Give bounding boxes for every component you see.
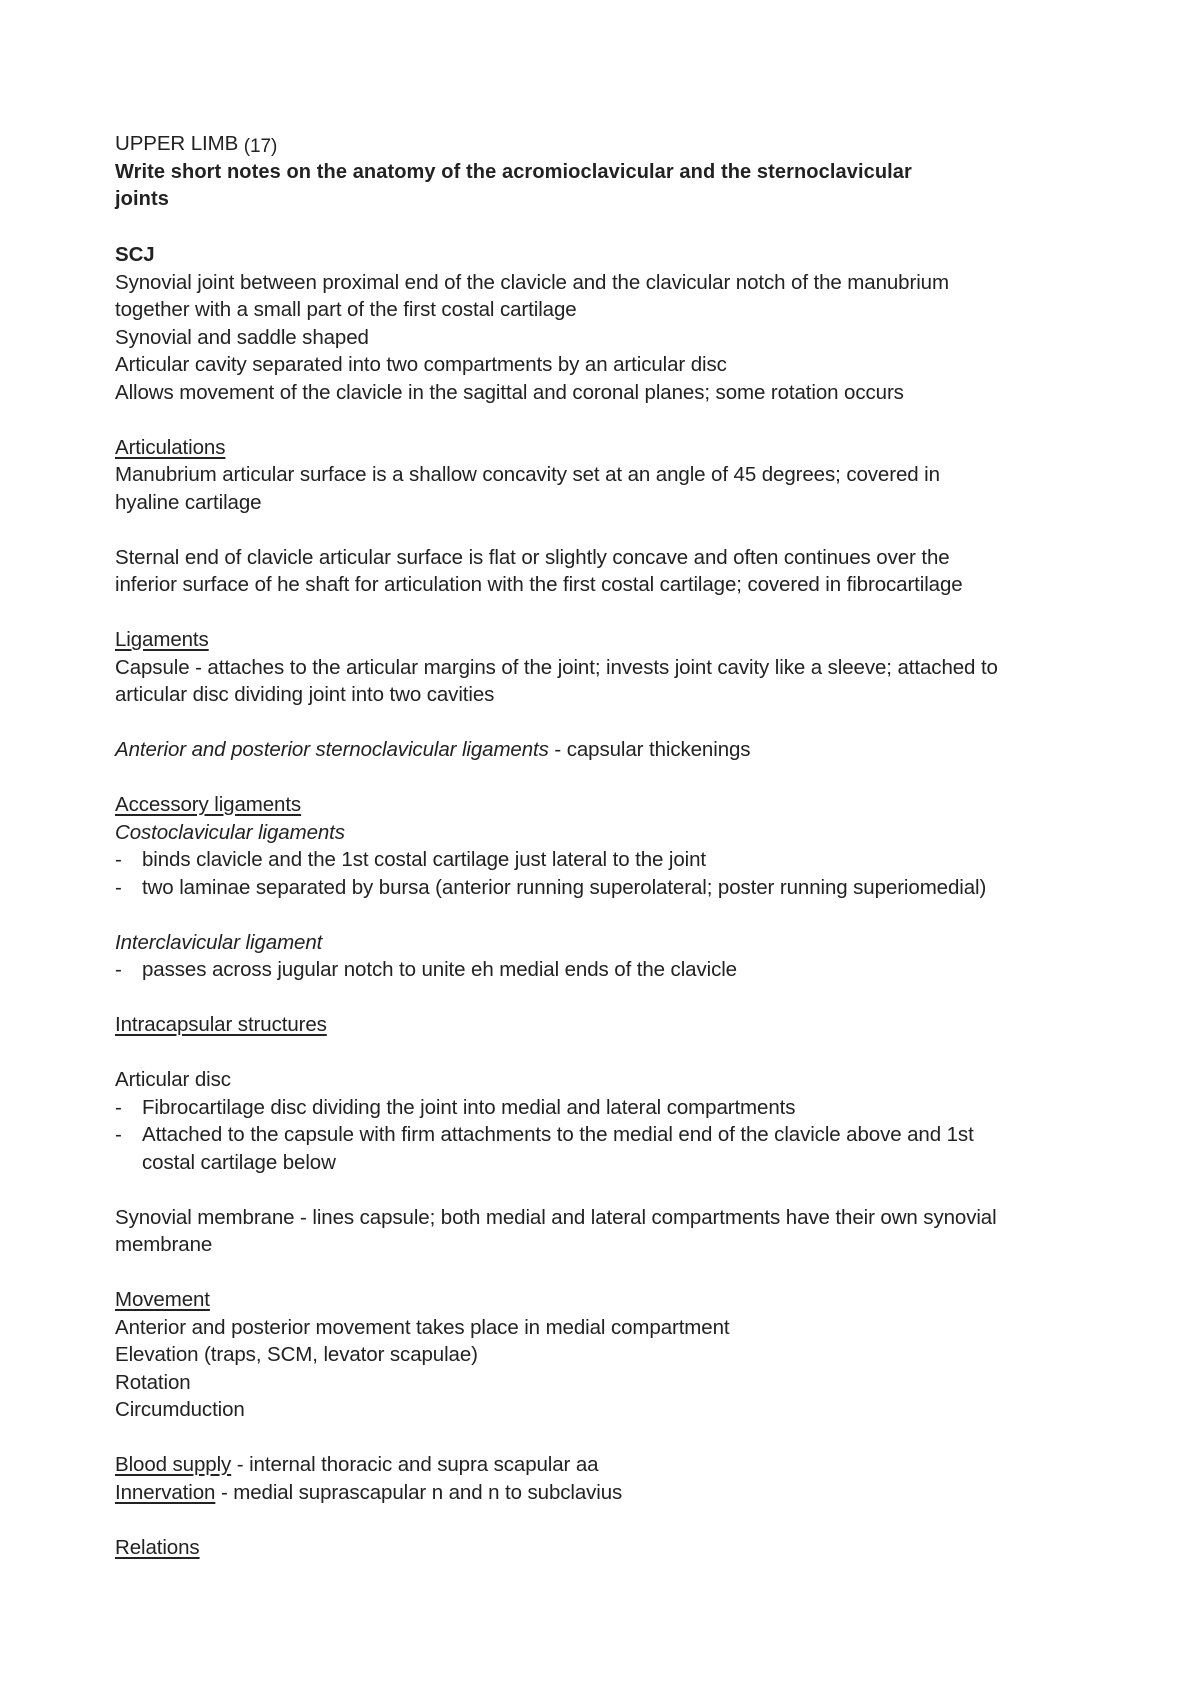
innervation-label: Innervation xyxy=(115,1480,216,1504)
movement-line: Rotation xyxy=(115,1370,191,1394)
costoclavicular-title: Costoclavicular ligaments xyxy=(115,820,345,844)
question-line: Write short notes on the anatomy of the acromioclavicular and the sternoclavicular xyxy=(115,160,912,183)
intracapsular-heading: Intracapsular structures xyxy=(115,1013,327,1036)
capsule-line: Capsule - attaches to the articular margins of the joint; invests joint cavity like a sleeve; attached to xyxy=(115,655,998,679)
scj-line: together with a small part of the first costal cartilage xyxy=(115,298,577,321)
list-item: - Fibrocartilage disc dividing the joint into medial and lateral compartments xyxy=(115,1094,1115,1122)
question-number: (17) xyxy=(243,136,278,157)
articulations-line: Manubrium articular surface is a shallow concavity set at an angle of 45 degrees; covered in xyxy=(115,463,940,486)
accessory-ligaments-heading: Accessory ligaments xyxy=(115,793,302,816)
blood-supply-label: Blood supply xyxy=(115,1453,232,1476)
blood-supply-line: Blood supply - internal thoracic and supra scapular aa xyxy=(115,1453,599,1476)
question-line: joints xyxy=(115,188,169,210)
articulations-line: Sternal end of clavicle articular surface is flat or slightly concave and often continues over the xyxy=(115,545,950,569)
movement-heading: Movement xyxy=(115,1288,210,1311)
interclavicular-title: Interclavicular ligament xyxy=(115,930,323,954)
synovial-line: membrane xyxy=(115,1233,213,1256)
articular-disc-title: Articular disc xyxy=(115,1068,231,1091)
list-item: - binds clavicle and the 1st costal cartilage just lateral to the joint xyxy=(115,846,1115,874)
list-item: - passes across jugular notch to unite eh medial ends of the clavicle xyxy=(115,956,1115,984)
list-item-continuation: costal cartilage below xyxy=(142,1150,336,1174)
articulations-line: hyaline cartilage xyxy=(115,490,262,514)
document-page xyxy=(115,130,1115,1561)
scj-line: Synovial joint between proximal end of the clavicle and the clavicular notch of the manubrium xyxy=(115,270,949,294)
movement-line: Anterior and posterior movement takes place in medial compartment xyxy=(115,1315,730,1339)
innervation-line: Innervation - medial suprascapular n and n to subclavius xyxy=(115,1480,623,1504)
list-item: - Attached to the capsule with firm attachments to the medial end of the clavicle above and 1st xyxy=(115,1121,1115,1149)
ligaments-heading: Ligaments xyxy=(115,628,209,651)
movement-line: Elevation (traps, SCM, levator scapulae) xyxy=(115,1343,478,1366)
section-title: UPPER LIMB (17) xyxy=(115,132,278,157)
sternoclavicular-ligaments-line: Anterior and posterior sternoclavicular ligaments - capsular thickenings xyxy=(115,738,751,761)
relations-heading: Relations xyxy=(115,1535,200,1559)
articulations-heading: Articulations xyxy=(115,435,226,459)
articulations-line: inferior surface of he shaft for articulation with the first costal cartilage; covered in fibrocartilage xyxy=(115,573,963,596)
scj-heading: SCJ xyxy=(115,243,155,266)
movement-line: Circumduction xyxy=(115,1398,245,1421)
capsule-line: articular disc dividing joint into two cavities xyxy=(115,683,495,706)
synovial-line: Synovial membrane - lines capsule; both medial and lateral compartments have their own synovial xyxy=(115,1205,997,1229)
list-item: - two laminae separated by bursa (anterior running superolateral; poster running superiomedial) xyxy=(115,874,1115,902)
scj-line: Allows movement of the clavicle in the sagittal and coronal planes; some rotation occurs xyxy=(115,380,904,404)
scj-line: Synovial and saddle shaped xyxy=(115,325,369,349)
scj-line: Articular cavity separated into two compartments by an articular disc xyxy=(115,353,727,376)
